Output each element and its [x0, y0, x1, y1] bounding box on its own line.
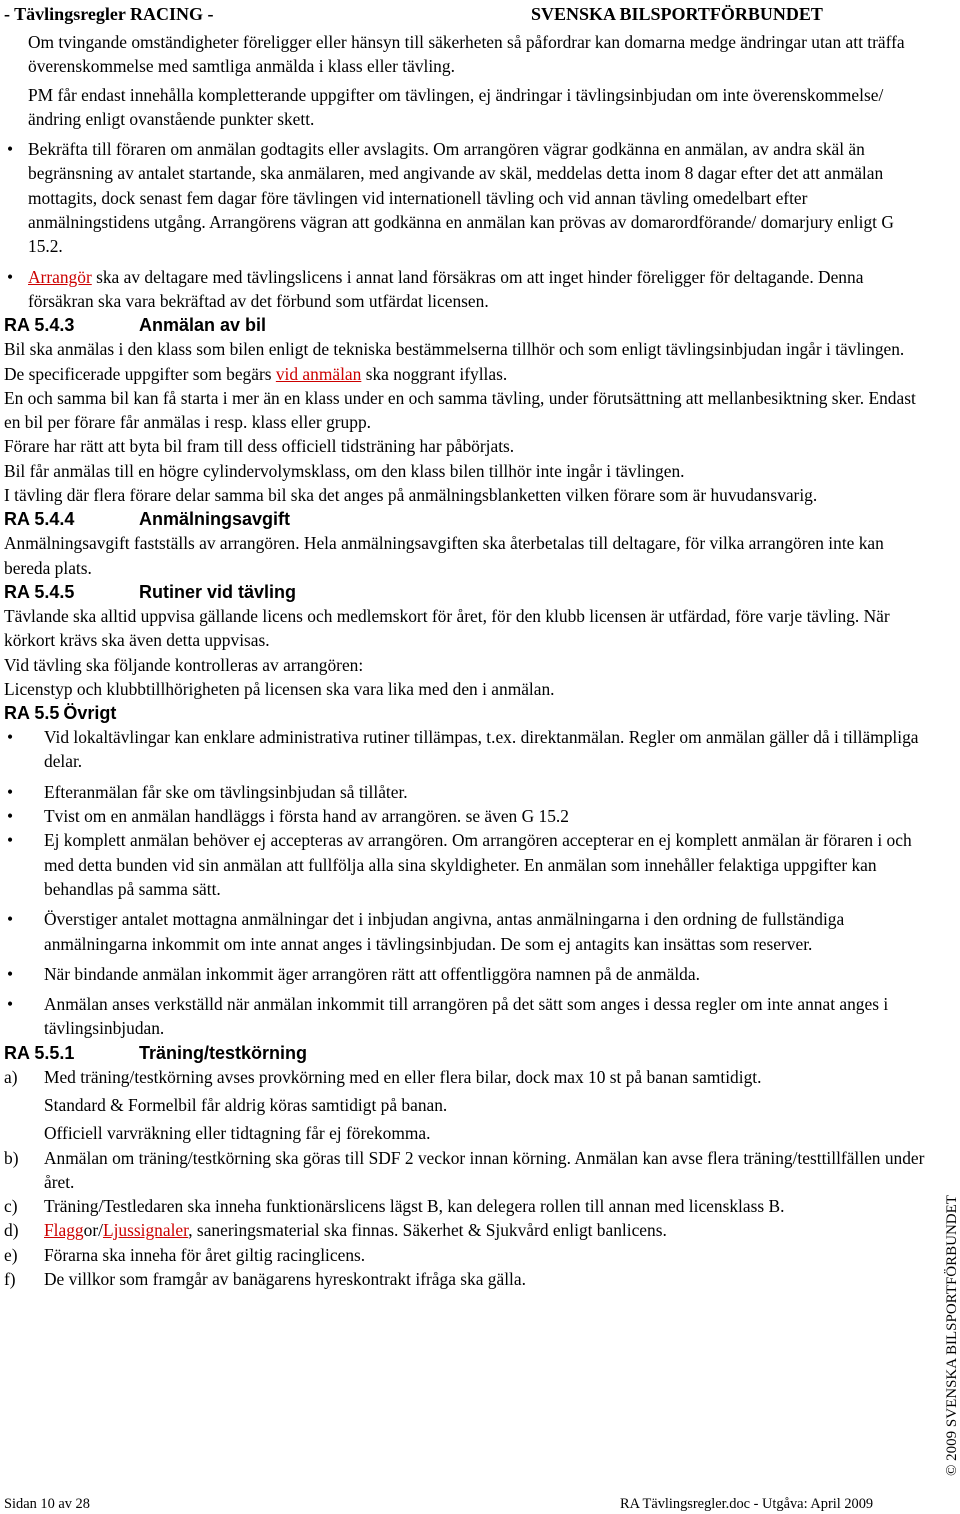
list-item: • När bindande anmälan inkommit äger arrangören rätt att offentliggöra namnen på de anmälda.: [4, 962, 926, 986]
section-heading-5-4-3: [4, 313, 926, 337]
section-heading-5-5: [4, 701, 926, 725]
document-body: [4, 30, 926, 1291]
section-title: Övrigt: [63, 703, 117, 724]
section-title: Anmälan av bil: [139, 315, 267, 336]
paragraph: Förare har rätt att byta bil fram till dess officiell tidsträning har påbörjats.: [4, 436, 515, 457]
list-item-a: [4, 1065, 926, 1146]
list-marker: c): [4, 1196, 18, 1217]
list-item: • Ej komplett anmälan behöver ej accepteras av arrangören. Om arrangören accepterar en ej komplett anmälan är föraren i och med detta bunden vid sin anmälan att fullfölja alla sina skyldigheter. En anmälan som innehåller felaktiga uppgifter kan behandlas på samma sätt.: [4, 828, 926, 901]
section-title: Rutiner vid tävling: [139, 581, 297, 602]
intro-bullet-1: • Bekräfta till föraren om anmälan godtagits eller avslagits. Om arrangören vägrar godkänna en anmälan, av andra skäl än begränsning av antalet startande, ska anmälaren, med angivande av skäl, meddelas detta inom 8 dagar efter det att anmälan mottagits, dock senast fem dagar före tävlingen vid internationell tävling och vid annan tävling omedelbart efter anmälningstidens utgång. Arrangörens vägran att godkänna en anmälan kan prövas av domarordförande/ domarjury enligt G 15.2.: [4, 137, 926, 258]
header-right-title: SVENSKA BILSPORTFÖRBUNDET: [531, 4, 823, 24]
list-item-text: De villkor som framgår av banägarens hyreskontrakt ifråga ska gälla.: [44, 1269, 526, 1290]
section-title: Anmälningsavgift: [139, 509, 291, 530]
list-item-c: [4, 1194, 926, 1218]
list-item: • Vid lokaltävlingar kan enklare administrativa rutiner tillämpas, t.ex. direktanmälan. Regler om anmälan gäller då i tillämpliga delar.: [4, 725, 926, 774]
list-item-b: [4, 1146, 926, 1195]
paragraph: Tävlande ska alltid uppvisa gällande licens och medlemskort för året, för den klubb licensen är utfärdad, före varje tävling. När körkort krävs ska även detta uppvisas.: [4, 605, 890, 651]
list-marker: a): [4, 1066, 18, 1087]
intro-paragraph-2: PM får endast innehålla kompletterande uppgifter om tävlingen, ej ändringar i tävlingsinbjudan om inte överenskommelse/ändring enligt ovanstående punkter skett.: [28, 84, 884, 129]
paragraph-text: ska noggrant ifyllas.: [361, 363, 508, 384]
intro-bullet-2: [4, 265, 926, 314]
list-item-text-rest: , saneringsmaterial ska finnas. Säkerhet & Sjukvård enligt banlicens.: [188, 1220, 667, 1241]
list-marker: d): [4, 1220, 19, 1241]
list-item-text: Anmälan om träning/testkörning ska göras till SDF 2 veckor innan körning. Anmälan kan avse flera träning/testtillfällen under året.: [44, 1147, 925, 1192]
paragraph: Vid tävling ska följande kontrolleras av arrangören:: [4, 654, 364, 675]
list-item: • Tvist om en anmälan handläggs i första hand av arrangören. se även G 15.2: [4, 804, 926, 828]
paragraph: Anmälningsavgift fastställs av arrangören. Hela anmälningsavgiften ska återbetalas till deltagare, för vilka arrangören inte kan bereda plats.: [4, 533, 884, 578]
section-heading-5-4-4: [4, 507, 926, 531]
section-number: RA 5.4.3: [4, 315, 75, 336]
intro-paragraph-1: Om tvingande omständigheter föreligger eller hänsyn till säkerheten så påfordrar kan domarna medge ändringar utan att träffa överenskommelse med samtliga anmälda i klass eller tävling.: [28, 32, 905, 77]
section-heading-5-4-5: [4, 580, 926, 604]
list-item-text: Med träning/testkörning avses provkörning med en eller flera bilar, dock max 10 st på banan samtidigt.: [44, 1066, 762, 1087]
section-number: RA 5.5.1: [4, 1042, 75, 1063]
list-item: • Överstiger antalet mottagna anmälningar det i inbjudan angivna, antas anmälningarna i den ordning de fullständiga anmälningarna inkommit om inte annat anges i tävlingsinbjudan. De som ej antagits kan insättas som reserver.: [4, 907, 926, 956]
ljussignaler-link[interactable]: Ljussignaler: [102, 1220, 189, 1241]
paragraph: [4, 362, 926, 386]
footer-page-number: Sidan 10 av 28: [4, 1496, 90, 1512]
list-item: • Efteranmälan får ske om tävlingsinbjudan så tillåter.: [4, 780, 926, 804]
list-item-e: [4, 1243, 926, 1267]
section-title: Träning/testkörning: [139, 1042, 308, 1063]
paragraph: Licenstyp och klubbtillhörigheten på licensen ska vara lika med den i anmälan.: [4, 678, 555, 699]
list-marker: e): [4, 1244, 18, 1265]
header-left-title: - Tävlingsregler RACING -: [4, 4, 214, 24]
list-item-text: Träning/Testledaren ska inneha funktionärslicens lägst B, kan delegera rollen till annan med licensklass B.: [44, 1196, 785, 1217]
section-heading-5-5-1: [4, 1041, 926, 1065]
paragraph: I tävling där flera förare delar samma bil ska det anges på anmälningsblanketten vilken förare som är huvudansvarig.: [4, 485, 818, 506]
list-marker: f): [4, 1269, 16, 1290]
vid-anmalan-link[interactable]: vid anmälan: [275, 363, 362, 384]
list-marker: b): [4, 1147, 19, 1168]
intro-bullet-2-text: ska av deltagare med tävlingslicens i annat land försäkras om att inget hinder föreligger för deltagande. Denna försäkran ska vara bekräftad av det förbund som utfärdat licensen.: [28, 266, 864, 311]
list-item-text: [44, 1218, 926, 1242]
list-item-text: Officiell varvräkning eller tidtagning får ej förekomma.: [44, 1123, 431, 1144]
paragraph: En och samma bil kan få starta i mer än en klass under en och samma tävling, under förutsättning att mellanbesiktning sker. Endast en bil per förare får anmälas i resp. klass eller grupp.: [4, 387, 916, 433]
flagg-link[interactable]: Flagg: [44, 1220, 84, 1241]
section-number: RA 5.5: [4, 703, 60, 724]
footer-document-info: RA Tävlingsregler.doc - Utgåva: April 2009: [620, 1496, 874, 1512]
paragraph-text: De specificerade uppgifter som begärs: [4, 363, 276, 384]
link-separator: or/: [83, 1220, 103, 1241]
section-number: RA 5.4.4: [4, 509, 75, 530]
list-item-d: [4, 1218, 926, 1242]
list-item-f: [4, 1267, 926, 1291]
paragraph: Bil ska anmälas i den klass som bilen enligt de tekniska bestämmelserna tillhör och som enligt tävlingsinbjudan ingår i tävlingen.: [4, 339, 905, 360]
arrangor-link[interactable]: Arrangör: [28, 266, 92, 287]
list-item: • Anmälan anses verkställd när anmälan inkommit till arrangören på det sätt som anges i dessa regler om inte annat anges i tävlingsinbjudan.: [4, 992, 926, 1041]
section-number: RA 5.4.5: [4, 581, 75, 602]
sidebar-copyright: © 2009 SVENSKA BILSPORTFÖRBUNDET: [944, 1195, 960, 1476]
list-item-text: Standard & Formelbil får aldrig köras samtidigt på banan.: [44, 1094, 448, 1115]
paragraph: Bil får anmälas till en högre cylindervolymsklass, om den klass bilen tillhör inte ingår i tävlingen.: [4, 460, 685, 481]
list-item-text: Förarna ska inneha för året giltig racinglicens.: [44, 1244, 366, 1265]
